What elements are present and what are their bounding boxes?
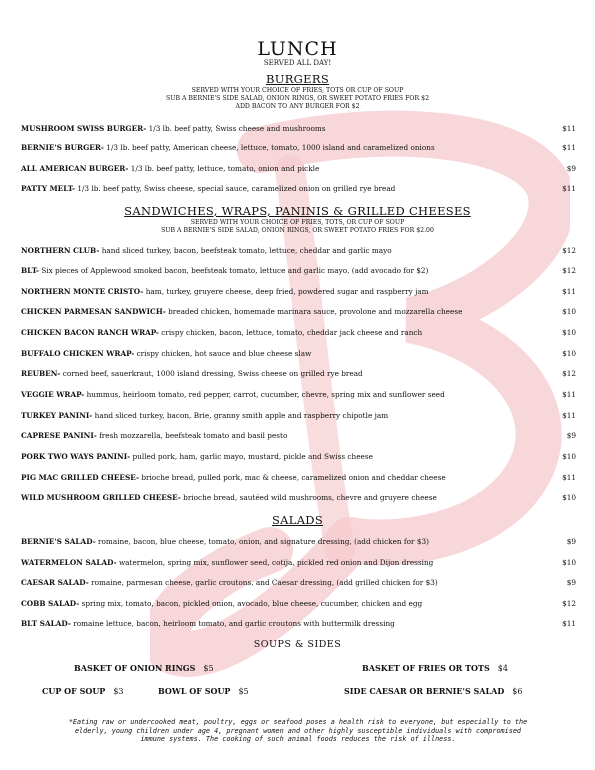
menu-item bbox=[21, 163, 576, 174]
item-name: MUSHROOM SWISS BURGER- bbox=[21, 124, 147, 133]
item-name: PATTY MELT- bbox=[21, 184, 75, 193]
item-price: $10 bbox=[562, 328, 576, 337]
item-name: CAPRESE PANINI- bbox=[21, 431, 97, 440]
item-name: BASKET OF ONION RINGS bbox=[74, 663, 196, 673]
side-item bbox=[158, 686, 249, 696]
item-price: $10 bbox=[562, 493, 576, 502]
disclaimer-line: immune systems. The cooking of such animal foods reduces the risk of illness. bbox=[140, 735, 456, 744]
menu-item bbox=[21, 183, 576, 194]
item-name: WILD MUSHROOM GRILLED CHEESE- bbox=[21, 493, 181, 502]
item-desc: crispy chicken, bacon, lettuce, tomato, cheddar jack cheese and ranch bbox=[161, 328, 423, 337]
menu-item bbox=[21, 430, 576, 441]
item-name: PIG MAC GRILLED CHEESE- bbox=[21, 473, 139, 482]
item-price: $12 bbox=[562, 246, 576, 255]
item-price: $12 bbox=[562, 369, 576, 378]
item-name: PORK TWO WAYS PANINI- bbox=[21, 452, 131, 461]
item-price: $11 bbox=[562, 473, 576, 482]
burgers-note: SERVED WITH YOUR CHOICE OF FRIES, TOTS OR CUP OF SOUP bbox=[191, 87, 404, 94]
disclaimer-line: elderly, young children under age 4, pregnant women and other highly susceptible individuals with compromised bbox=[74, 726, 522, 735]
item-price: $9 bbox=[566, 164, 576, 173]
item-name: CHICKEN BACON RANCH WRAP- bbox=[21, 328, 159, 337]
item-name: BLT- bbox=[21, 266, 39, 275]
menu-item bbox=[21, 327, 576, 338]
item-price: $10 bbox=[562, 558, 576, 567]
item-name: BASKET OF FRIES OR TOTS bbox=[362, 663, 490, 673]
item-desc: corned beef, sauerkraut, 1000 island dressing, Swiss cheese on grilled rye bread bbox=[62, 369, 363, 378]
item-name: CAESAR SALAD- bbox=[21, 578, 89, 587]
item-price: $9 bbox=[566, 537, 576, 546]
item-name: BOWL OF SOUP bbox=[158, 686, 231, 696]
item-desc: 1/3 lb. beef patty, American cheese, lettuce, tomato, 1000 island and caramelized onions bbox=[106, 143, 435, 152]
item-name: WATERMELON SALAD- bbox=[21, 558, 117, 567]
item-desc: watermelon, spring mix, sunflower seed, cotija, pickled red onion and Dijon dressing bbox=[118, 558, 434, 567]
burgers-note: ADD BACON TO ANY BURGER FOR $2 bbox=[235, 103, 360, 110]
item-price: $5 bbox=[203, 664, 214, 673]
item-price: $9 bbox=[566, 578, 576, 587]
item-name: TURKEY PANINI- bbox=[21, 411, 93, 420]
menu-item bbox=[21, 472, 576, 483]
item-desc: crispy chicken, hot sauce and blue cheese slaw bbox=[136, 349, 312, 358]
item-price: $9 bbox=[566, 431, 576, 440]
item-price: $11 bbox=[562, 390, 576, 399]
burgers-note: SUB A BERNIE'S SIDE SALAD, ONION RINGS, OR SWEET POTATO FRIES FOR $2 bbox=[165, 95, 429, 102]
item-desc: brioche bread, sautéed wild mushrooms, chevre and gruyere cheese bbox=[183, 493, 437, 502]
item-price: $3 bbox=[113, 687, 124, 696]
section-title-salads: SALADS bbox=[271, 513, 324, 527]
item-name: CUP OF SOUP bbox=[42, 686, 106, 696]
menu-item bbox=[21, 598, 576, 609]
item-price: $4 bbox=[497, 664, 508, 673]
item-desc: breaded chicken, homemade marinara sauce, provolone and mozzarella cheese bbox=[168, 307, 463, 316]
menu-item bbox=[21, 348, 576, 359]
page-subtitle: SERVED ALL DAY! bbox=[263, 59, 332, 67]
item-name: ALL AMERICAN BURGER- bbox=[21, 164, 129, 173]
side-item bbox=[344, 686, 522, 696]
menu-item bbox=[21, 286, 576, 297]
item-desc: 1/3 lb. beef patty, Swiss cheese and mushrooms bbox=[148, 124, 326, 133]
menu-item bbox=[21, 142, 576, 153]
side-item bbox=[74, 663, 214, 673]
item-desc: spring mix, tomato, bacon, pickled onion, avocado, blue cheese, cucumber, chicken and egg bbox=[81, 599, 423, 608]
section-title-sandwiches: SANDWICHES, WRAPS, PANINIS & GRILLED CHEESES bbox=[124, 204, 471, 218]
item-name: COBB SALAD- bbox=[21, 599, 80, 608]
item-name: CHICKEN PARMESAN SANDWICH- bbox=[21, 307, 166, 316]
item-name: SIDE CAESAR OR BERNIE'S SALAD bbox=[344, 686, 505, 696]
item-desc: 1/3 lb. beef patty, lettuce, tomato, onion and pickle bbox=[130, 164, 320, 173]
menu-item bbox=[21, 389, 576, 400]
menu-item bbox=[21, 557, 576, 568]
menu-item bbox=[21, 123, 576, 134]
menu-item bbox=[21, 492, 576, 503]
item-desc: 1/3 lb. beef patty, Swiss cheese, special sauce, caramelized onion on grilled rye bread bbox=[77, 184, 396, 193]
menu-item bbox=[21, 410, 576, 421]
item-price: $11 bbox=[562, 619, 576, 628]
item-price: $12 bbox=[562, 266, 576, 275]
item-price: $10 bbox=[562, 307, 576, 316]
menu-item bbox=[21, 265, 576, 276]
item-price: $11 bbox=[562, 184, 576, 193]
item-price: $11 bbox=[562, 411, 576, 420]
item-name: BUFFALO CHICKEN WRAP- bbox=[21, 349, 135, 358]
item-desc: hand sliced turkey, bacon, Brie, granny smith apple and raspberry chipotle jam bbox=[94, 411, 389, 420]
side-item bbox=[362, 663, 508, 673]
section-title-soups-sides: SOUPS & SIDES bbox=[253, 639, 342, 650]
disclaimer-line: *Eating raw or undercooked meat, poultry, eggs or seafood poses a health risk to everyone, but especially to the bbox=[68, 718, 528, 726]
item-desc: Six pieces of Applewood smoked bacon, beefsteak tomato, lettuce and garlic mayo, (add avocado for $2) bbox=[41, 266, 429, 275]
health-disclaimer bbox=[28, 718, 568, 744]
menu-item bbox=[21, 306, 576, 317]
menu-item bbox=[21, 245, 576, 256]
item-desc: romaine lettuce, bacon, heirloom tomato, and garlic croutons with buttermilk dressing bbox=[73, 619, 395, 628]
item-desc: hand sliced turkey, bacon, beefsteak tomato, lettuce, cheddar and garlic mayo bbox=[101, 246, 392, 255]
item-desc: romaine, parmesan cheese, garlic croutons, and Caesar dressing, (add grilled chicken for $3) bbox=[91, 578, 438, 587]
item-price: $11 bbox=[562, 287, 576, 296]
item-name: NORTHERN MONTE CRISTO- bbox=[21, 287, 144, 296]
item-price: $6 bbox=[512, 687, 523, 696]
item-name: NORTHERN CLUB- bbox=[21, 246, 100, 255]
menu-item bbox=[21, 451, 576, 462]
item-name: VEGGIE WRAP- bbox=[21, 390, 85, 399]
item-name: REUBEN- bbox=[21, 369, 61, 378]
item-price: $10 bbox=[562, 452, 576, 461]
item-desc: fresh mozzarella, beefsteak tomato and basil pesto bbox=[99, 431, 288, 440]
item-desc: hummus, heirloom tomato, red pepper, carrot, cucumber, chevre, spring mix and sunflower seed bbox=[86, 390, 445, 399]
menu-item bbox=[21, 618, 576, 629]
item-desc: romaine, bacon, blue cheese, tomato, onion, and signature dressing, (add chicken for $3) bbox=[98, 537, 429, 546]
item-name: BERNIE'S SALAD- bbox=[21, 537, 96, 546]
side-item bbox=[42, 686, 124, 696]
item-price: $11 bbox=[562, 124, 576, 133]
item-desc: ham, turkey, gruyere cheese, deep fried, powdered sugar and raspberry jam bbox=[145, 287, 429, 296]
item-name: BLT SALAD- bbox=[21, 619, 71, 628]
item-name: BERNIE'S BURGER- bbox=[21, 143, 104, 152]
section-title-burgers: BURGERS bbox=[265, 72, 330, 86]
item-desc: brioche bread, pulled pork, mac & cheese, caramelized onion and cheddar cheese bbox=[141, 473, 446, 482]
menu-item bbox=[21, 577, 576, 588]
sandwiches-note: SERVED WITH YOUR CHOICE OF FRIES, TOTS, OR CUP OF SOUP bbox=[190, 219, 405, 226]
page-title: LUNCH bbox=[257, 38, 338, 60]
sandwiches-note: SUB A BERNIE'S SIDE SALAD, ONION RINGS, OR SWEET POTATO FRIES FOR $2.00 bbox=[161, 227, 434, 234]
item-price: $12 bbox=[562, 599, 576, 608]
menu-item bbox=[21, 368, 576, 379]
menu-item bbox=[21, 536, 576, 547]
item-price: $5 bbox=[238, 687, 249, 696]
item-desc: pulled pork, ham, garlic mayo, mustard, pickle and Swiss cheese bbox=[132, 452, 373, 461]
item-price: $10 bbox=[562, 349, 576, 358]
item-price: $11 bbox=[562, 143, 576, 152]
